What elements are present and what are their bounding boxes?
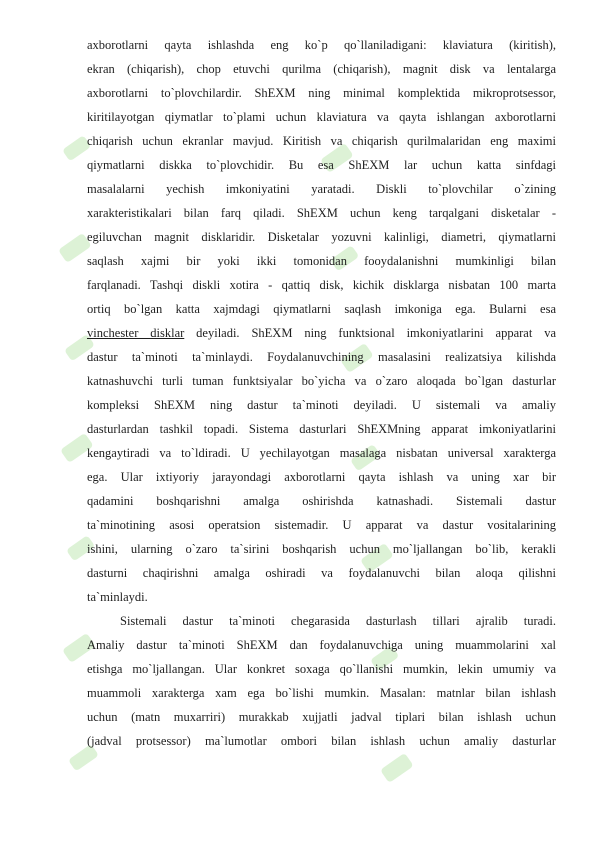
text-line: chiqarish uchun ekranlar mavjud. Kiritish va chiqarish qurilmalaridan eng maximi bbox=[87, 134, 556, 148]
text-line: farqlanadi. Tashqi diskli xotira - qattiq disk, kichik disklarga nisbatan 100 marta bbox=[87, 278, 556, 292]
underlined-term: vinchester disklar bbox=[87, 326, 185, 340]
text-line: muammoli xarakterga xam ega bo`lishi mumkin. Masalan: matnlar bilan ishlash bbox=[87, 686, 556, 700]
paragraph-start-line: Sistemali dastur ta`minoti chegarasida dasturlash tillari ajralib turadi. bbox=[120, 614, 556, 628]
text-line: ishini, ularning o`zaro ta`sirini boshqarish uchun mo`ljallangan bo`lib, kerakli bbox=[87, 542, 556, 556]
document-body bbox=[87, 33, 556, 753]
text-line: ega. Ular ixtiyoriy jarayondagi axborotlarni qayta ishlash va uning xar bir bbox=[87, 470, 556, 484]
text-line: egiluvchan magnit disklaridir. Disketalar yozuvni kalinligi, diametri, qiymatlarni bbox=[87, 230, 556, 244]
text-line: dastur ta`minoti ta`minlaydi. Foydalanuvchining masalasini realizatsiya kilishda bbox=[87, 350, 556, 364]
text-line-rest: deyiladi. ShEXM ning funktsional imkoniyatlarini apparat va bbox=[184, 326, 556, 340]
text-line: kompleksi ShEXM ning dastur ta`minoti deyiladi. U sistemali va amaliy bbox=[87, 398, 556, 412]
text-line: (jadval protsessor) ma`lumotlar ombori bilan ishlash uchun amaliy dasturlar bbox=[87, 734, 556, 748]
text-line: axborotlarni to`plovchilardir. ShEXM ning minimal komplektida mikroprotsessor, bbox=[87, 86, 556, 100]
text-line: qadamini boshqarishni amalga oshirishda katnashadi. Sistemali dastur bbox=[87, 494, 556, 508]
text-line: ortiq bo`lgan katta xajmdagi qiymatlarni saqlash imkoniga ega. Bularni esa bbox=[87, 302, 556, 316]
text-line: axborotlarni qayta ishlashda eng ko`p qo`llaniladigani: klaviatura (kiritish), bbox=[87, 38, 556, 52]
text-line: qiymatlarni diskka to`plovchidir. Bu esa ShEXM lar uchun katta sinfdagi bbox=[87, 158, 556, 172]
text-line: ta`minlaydi. bbox=[87, 590, 148, 604]
text-line: xarakteristikalari bilan farq qiladi. ShEXM uchun keng tarqalgani disketalar - bbox=[87, 206, 556, 220]
text-line: ta`minotining asosi operatsion sistemadir. U apparat va dastur vositalarining bbox=[87, 518, 556, 532]
text-line: Amaliy dastur ta`minoti ShEXM dan foydalanuvchiga uning muammolarini xal bbox=[87, 638, 556, 652]
text-line: masalalarni yechish imkoniyatini yaratadi. Diskli to`plovchilar o`zining bbox=[87, 182, 556, 196]
text-line: dasturni chaqirishni amalga oshiradi va foydalanuvchi bilan aloqa qilishni bbox=[87, 566, 556, 580]
text-line: etishga mo`ljallangan. Ular konkret soxaga qo`llanishi mumkin, lekin umumiy va bbox=[87, 662, 556, 676]
text-line: katnashuvchi turli tuman funktsiyalar bo`yicha va o`zaro aloqada bo`lgan dasturlar bbox=[87, 374, 556, 388]
text-line: dasturlardan tashkil topadi. Sistema dasturlari ShEXMning apparat imkoniyatlarini bbox=[87, 422, 556, 436]
text-line: saqlash xajmi bir yoki ikki tomonidan fooydalanishni mumkinligi bilan bbox=[87, 254, 556, 268]
text-line bbox=[87, 321, 556, 345]
text-line: kengaytiradi va to`ldiradi. U yechilayotgan masalaga nisbatan universal xarakterga bbox=[87, 446, 556, 460]
text-line: ekran (chiqarish), chop etuvchi qurilma (chiqarish), magnit disk va lentalarga bbox=[87, 62, 556, 76]
text-line: kiritilayotgan qiymatlar to`plami uchun klaviatura va qayta ishlangan axborotlarni bbox=[87, 110, 556, 124]
text-line: uchun (matn muxarriri) murakkab xujjatli jadval tiplari bilan ishlash uchun bbox=[87, 710, 556, 724]
